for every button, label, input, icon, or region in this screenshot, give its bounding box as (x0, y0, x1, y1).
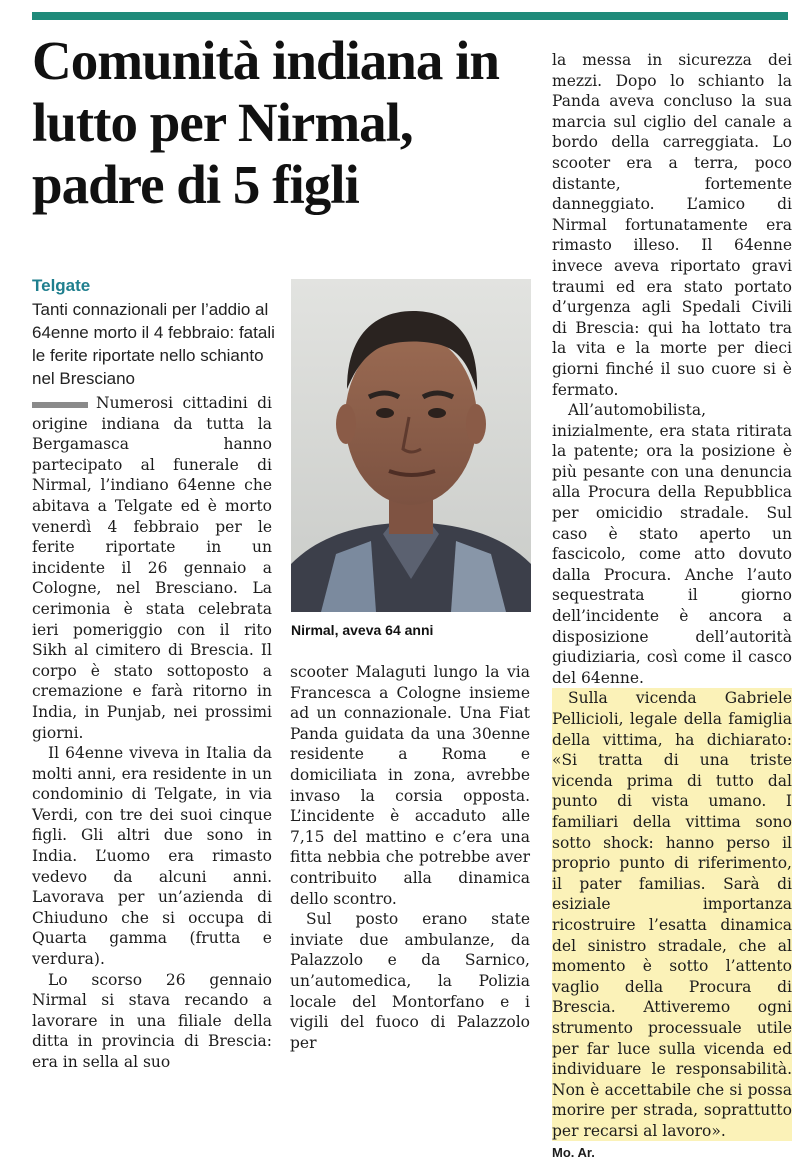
portrait-photo (291, 279, 531, 612)
author-byline: Mo. Ar. (552, 1145, 595, 1161)
portrait-illustration (291, 279, 531, 612)
text-column-2 (290, 662, 530, 1053)
text-column-1 (32, 393, 272, 1073)
paragraph: Numerosi cittadini di origine indiana da tutta la Bergamasca hanno partecipato al funerale di Nirmal, l’indiano 64enne che abitava a Telgate ed è morto venerdì 4 febbraio per le ferite riportate in un incidente il 26 gennaio a Cologne, nel Bresciano. La cerimonia è stata celebrata ieri pomeriggio con il rito Sikh al cimitero di Brescia. Il corpo è stato sottoposto a cremazione e farà ritorno in India, in Punjab, nei prossimi giorni. (32, 394, 272, 742)
location-label: Telgate (32, 276, 91, 295)
paragraph: scooter Malaguti lungo la via Francesca a Cologne insieme ad un connazionale. Una Fiat Panda guidata da una 30enne residente a Roma e domiciliata in zona, avrebbe invaso la corsia opposta. L’incidente è accaduto alle 7,15 del mattino e c’era una fitta nebbia che potrebbe aver contribuito alla dinamica dello scontro. (290, 663, 530, 908)
section-color-bar (32, 12, 788, 20)
paragraph: Il 64enne viveva in Italia da molti anni, era residente in un condominio di Telgate, in via Verdi, con tre dei suoi cinque figli. Gli altri due sono in India. L’uomo era rimasto vedevo da alcuni anni. Lavorava per un’azienda di Chiuduno che si occupa di Quarta gamma (frutta e verdura). (32, 744, 272, 969)
highlighted-quote-paragraph: Sulla vicenda Gabriele Pellicioli, legale della famiglia della vittima, ha dichiarato: «Si tratta di una triste vicenda prima di tutto dal punto di vista umano. I familiari della vittima sono sotto shock: hanno perso il proprio punto di riferimento, il pater familias. Sarà di esiziale importanza ricostruire l’esatta dinamica del sinistro stradale, che al momento è sotto l’attento vaglio della Procura di Brescia. Attiveremo ogni strumento processuale utile per far luce sulla vicenda ed individuare le responsabilità. Non è accettabile che si possa morire per strada, soprattutto per recarsi al lavoro». (552, 689, 792, 1140)
paragraph: Sul posto erano state inviate due ambulanze, da Palazzolo e da Sarnico, un’automedica, la Polizia locale del Montorfano e i vigili del fuoco di Palazzolo per (290, 910, 530, 1052)
article-headline: Comunità indiana in lutto per Nirmal, padre di 5 figli (32, 30, 500, 215)
paragraph: All’automobilista, inizialmente, era stata ritirata la patente; ora la posizione è più pesante con una denuncia alla Procura della Repubblica per omicidio stradale. Sul caso è stato aperto un fascicolo, come atto dovuto dalla Procura. Anche l’auto sequestrata il giorno dell’incidente è ancora a disposizione dell’autorità giudiziaria, così come il casco del 64enne. (552, 401, 792, 687)
paragraph: Lo scorso 26 gennaio Nirmal si stava recando a lavorare in una filiale della ditta in provincia di Brescia: era in sella al suo (32, 970, 272, 1071)
photo-caption: Nirmal, aveva 64 anni (291, 622, 434, 638)
article-subheadline: Tanti connazionali per l’addio al 64enne morto il 4 febbraio: fatali le ferite riportate nello schianto nel Bresciano (32, 300, 275, 388)
text-column-3 (552, 50, 792, 1164)
paragraph: la messa in sicurezza dei mezzi. Dopo lo schianto la Panda aveva concluso la sua marcia sul ciglio del canale a bordo della carreggiata. Lo scooter era a terra, poco distante, fortemente danneggiato. L’amico di Nirmal fortunatamente era rimasto illeso. Il 64enne invece aveva riportato gravi traumi ed era stato portato d’urgenza agli Spedali Civili di Brescia: qui ha lottato tra la vita e la morte per dieci giorni finché il suo cuore si è fermato. (552, 51, 792, 399)
